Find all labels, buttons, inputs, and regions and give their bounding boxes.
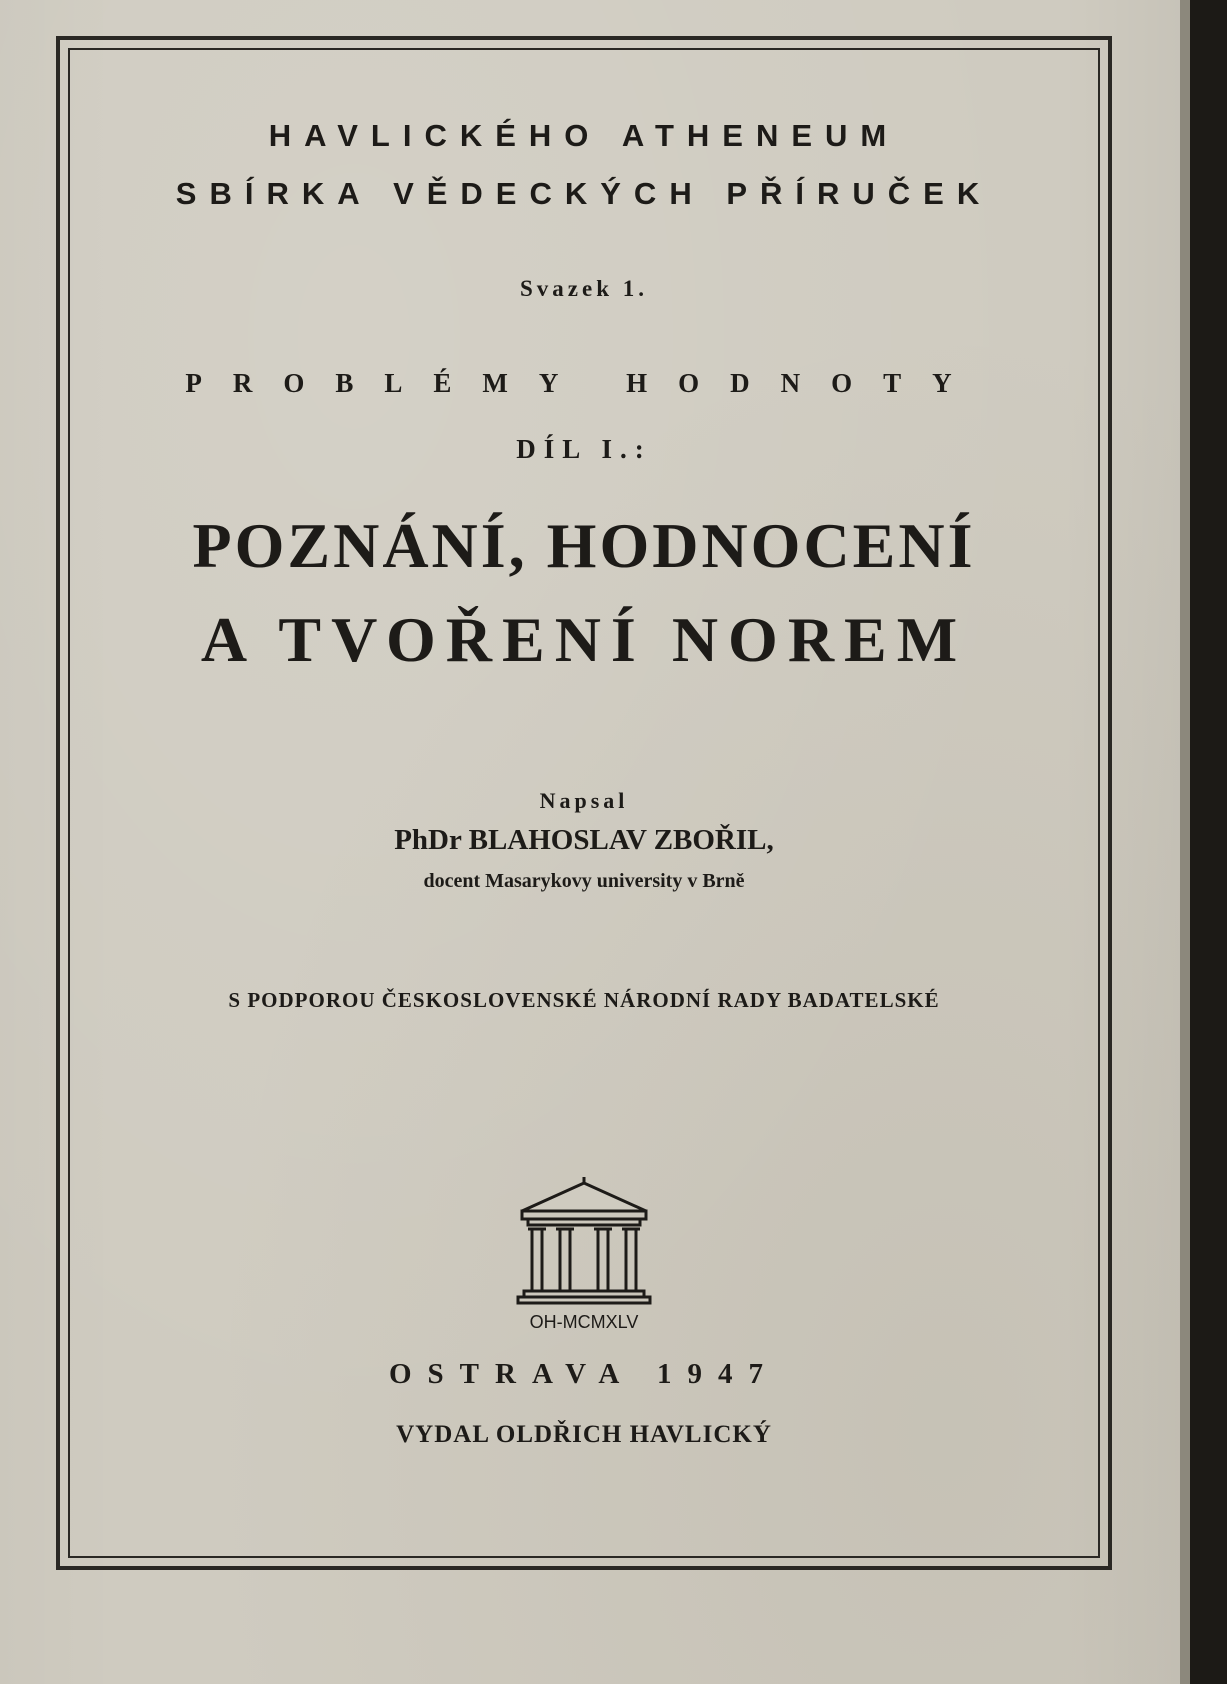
author-position: docent Masarykovy university v Brně	[423, 870, 745, 892]
volume-number: Svazek 1.	[520, 276, 648, 301]
series-name: HAVLICKÉHO ATHENEUM	[268, 118, 900, 153]
main-title-line-1: POZNÁNÍ, HODNOCENÍ	[192, 510, 976, 581]
cover-content	[68, 48, 1100, 1558]
publisher-logo	[514, 1173, 654, 1333]
work-series-title: PROBLÉMY HODNOTY	[185, 368, 983, 398]
page-edge	[1180, 0, 1190, 1684]
place-and-year: OSTRAVA 1947	[389, 1358, 779, 1390]
author-intro: Napsal	[539, 788, 629, 813]
support-note: S PODPOROU ČESKOSLOVENSKÉ NÁRODNÍ RADY BADATELSKÉ	[228, 988, 940, 1012]
part-label: DÍL I.:	[516, 434, 652, 464]
main-title-line-2: A TVOŘENÍ NOREM	[200, 604, 968, 675]
temple-icon	[514, 1173, 654, 1313]
publisher-name: VYDAL OLDŘICH HAVLICKÝ	[396, 1421, 772, 1448]
logo-motto: OH-MCMXLV	[529, 1312, 639, 1332]
author-name: PhDr BLAHOSLAV ZBOŘIL,	[394, 824, 774, 856]
series-subtitle: SBÍRKA VĚDECKÝCH PŘÍRUČEK	[175, 176, 993, 211]
